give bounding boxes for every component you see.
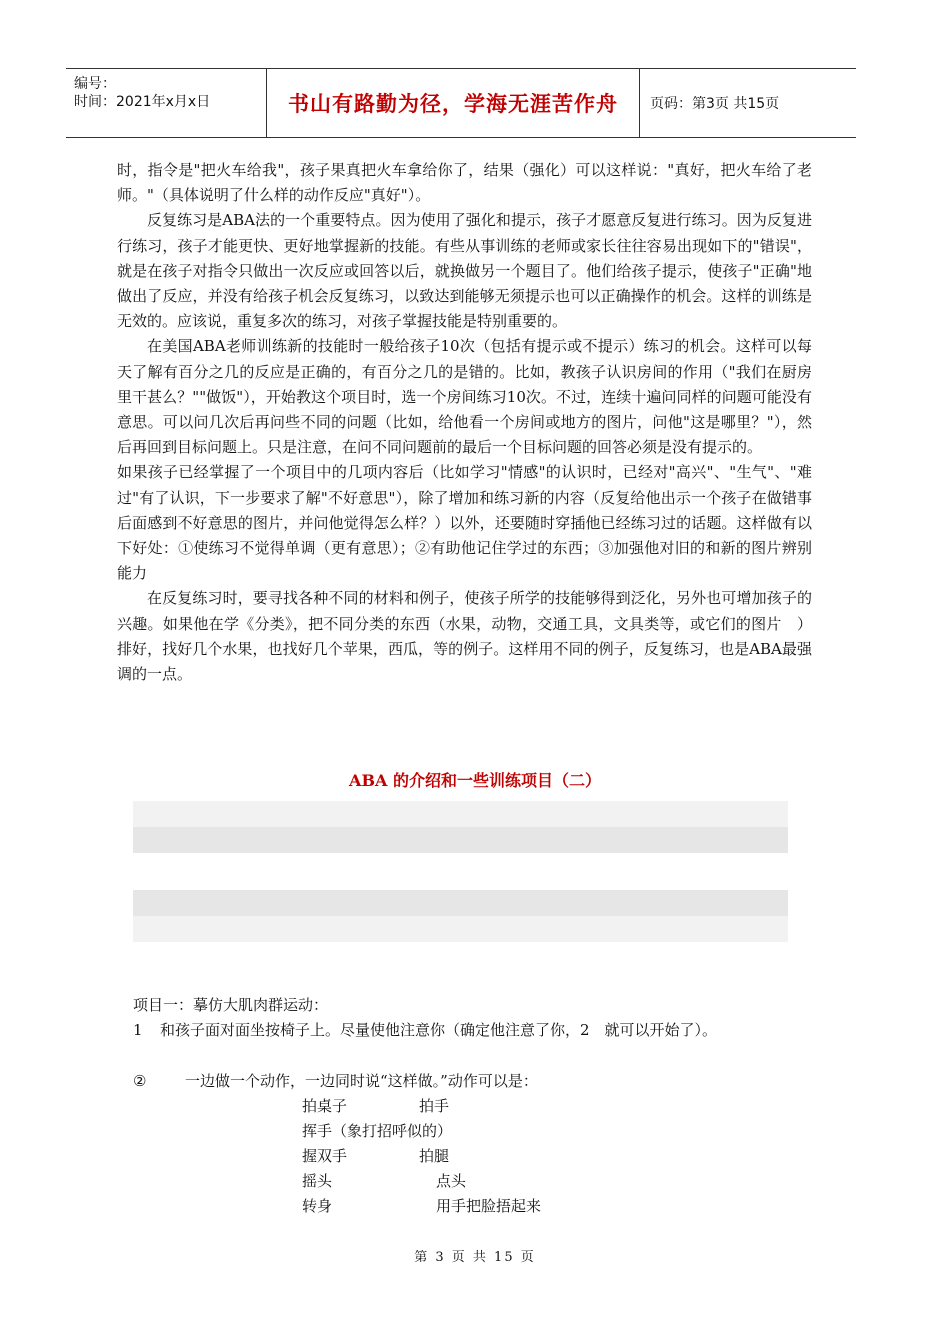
header-meta bbox=[66, 69, 266, 137]
shaded-band bbox=[133, 801, 788, 827]
action-item: 握双手 bbox=[302, 1147, 348, 1165]
body-text bbox=[117, 158, 812, 687]
shaded-band bbox=[133, 890, 788, 916]
step-text: 和孩子面对面坐按椅子上。尽量使他注意你（确定他注意了你，2 就可以开始了）。 bbox=[160, 1021, 718, 1039]
paragraph: 反复练习是ABA法的一个重要特点。因为使用了强化和提示，孩子才愿意反复进行练习。因为反复进行练习，孩子才能更快、更好地掌握新的技能。有些从事训练的老师或家长往往容易出现如下的"错误"，就是在孩子对指令只做出一次反应或回答以后，就换做另一个题目了。他们给孩子提示，使孩子"正确"地做出了反应，并没有给孩子机会反复练习，以致达到能够无须提示也可以正确操作的机会。这样的训练是无效的。应该说，重复多次的练习，对孩子掌握技能是特别重要的。 bbox=[117, 211, 812, 331]
shaded-band bbox=[133, 827, 788, 853]
action-item: 点头 bbox=[436, 1172, 467, 1190]
page-footer: 第 3 页 共 15 页 bbox=[414, 1250, 536, 1265]
action-item: 挥手（象打招呼似的） bbox=[302, 1122, 453, 1140]
paragraph: 在美国ABA老师训练新的技能时一般给孩子10次（包括有提示或不提示）练习的机会。这样可以每天了解有百分之几的反应是正确的，有百分之几的是错的。比如，教孩子认识房间的作用（"我们在厨房里干甚么？""做饭"），开始教这个项目时，选一个房间练习10次。不过，连续十遍问同样的问题可能没有意思。可以问几次后再问些不同的问题（比如，给他看一个房间或地方的图片，问他"这是哪里？"），然后再回到目标问题上。只是注意，在问不同问题前的最后一个目标问题的回答必须是没有提示的。 bbox=[117, 337, 812, 457]
paragraph: 时，指令是"把火车给我"，孩子果真把火车拿给你了，结果（强化）可以这样说："真好，把火车给了老师。"（具体说明了什么样的动作反应"真好"）。 bbox=[117, 161, 812, 205]
step-number: ② bbox=[133, 1072, 147, 1090]
header-motto: 书山有路勤为径，学海无涯苦作舟 bbox=[266, 69, 640, 137]
project-title: 项目一：摹仿大肌肉群运动： bbox=[133, 996, 329, 1014]
action-item: 拍手 bbox=[419, 1097, 450, 1115]
action-item: 拍腿 bbox=[419, 1147, 450, 1165]
time-label: 时间：2021年x月x日 bbox=[74, 94, 211, 110]
section-title: ABA 的介绍和一些训练项目（二） bbox=[349, 771, 601, 790]
paragraph: 在反复练习时，要寻找各种不同的材料和例子，使孩子所学的技能够得到泛化，另外也可增加孩子的兴趣。如果他在学《分类》，把不同分类的东西（水果，动物，交通工具，文具类等，或它们的图片 ）排好，找好几个水果，也找好几个苹果，西瓜，等的例子。这样用不同的例子，反复练习，也是ABA最强调的一点。 bbox=[117, 589, 812, 684]
paragraph: 如果孩子已经掌握了一个项目中的几项内容后（比如学习"情感"的认识时，已经对"高兴"、"生气"、"难过"有了认识，下一步要求了解"不好意思"），除了增加和练习新的内容（反复给他出示一个孩子在做错事后面感到不好意思的图片，并问他觉得怎么样？）以外，还要随时穿插他已经练习过的话题。这样做有以下好处：①使练习不觉得单调（更有意思）；②有助他记住学过的东西；③加强他对旧的和新的图片辨别能力 bbox=[117, 463, 812, 583]
page-header bbox=[66, 68, 856, 138]
action-item: 拍桌子 bbox=[302, 1097, 348, 1115]
header-page-number: 页码：第3页 共15页 bbox=[650, 96, 780, 112]
action-item: 用手把脸捂起来 bbox=[436, 1197, 542, 1215]
action-item: 摇头 bbox=[302, 1172, 333, 1190]
step-number: 1 bbox=[133, 1021, 143, 1039]
step-text: 一边做一个动作，一边同时说“这样做。”动作可以是： bbox=[185, 1072, 538, 1090]
serial-label: 编号： bbox=[74, 76, 116, 92]
action-item: 转身 bbox=[302, 1197, 333, 1215]
shaded-band bbox=[133, 916, 788, 942]
